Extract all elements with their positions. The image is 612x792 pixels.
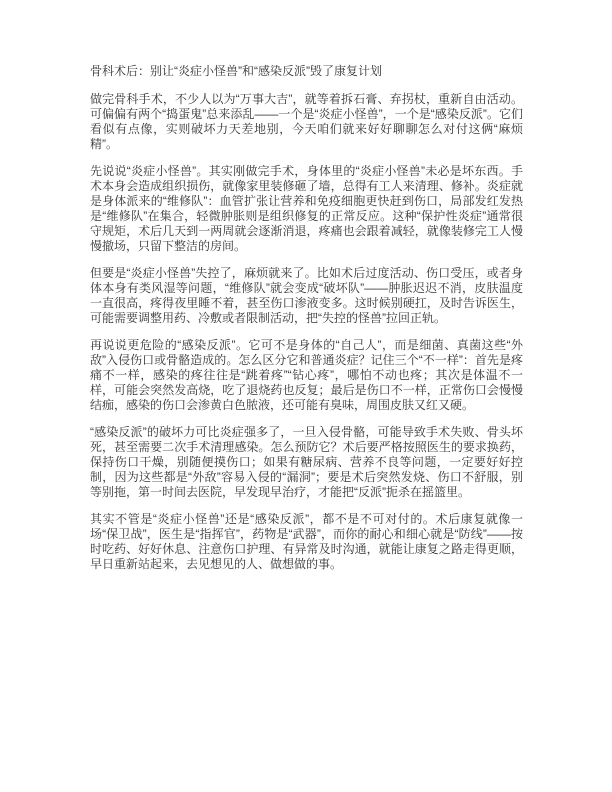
paragraph-intro: 做完骨科手术，不少人以为“万事大吉”，就等着拆石膏、弃拐杖，重新自由活动。可偏偏有两个“捣蛋鬼”总来添乱——一个是“炎症小怪兽”，一个是“感染反派”。它们看似有点像，实则破坏力天差地别，今天咱们就来好好聊聊怎么对付这俩“麻烦精”。 bbox=[90, 92, 523, 151]
paragraph-infection-differences: 再说说更危险的“感染反派”。它可不是身体的“自己人”，而是细菌、真菌这些“外敌”入侵伤口或骨骼造成的。怎么区分它和普通炎症？记住三个“不一样”：首先是疼痛不一样，感染的疼往往是“跳着疼”“钻心疼”，哪怕不动也疼；其次是体温不一样，可能会突然发高烧，吃了退烧药也反复；最后是伤口不一样，正常伤口会慢慢结痂，感染的伤口会渗黄白色脓液，还可能有臭味，周围皮肤又红又硬。 bbox=[90, 338, 523, 412]
paragraph-infection-prevention: “感染反派”的破坏力可比炎症强多了，一旦入侵骨骼，可能导致手术失败、骨头坏死，甚至需要二次手术清理感染。怎么预防它？术后要严格按照医生的要求换药，保持伤口干燥，别随便摸伤口；如果有糖尿病、营养不良等问题，一定要好好控制，因为这些都是“外敌”容易入侵的“漏洞”；要是术后突然发烧、伤口不舒服，别等别拖，第一时间去医院，早发现早治疗，才能把“反派”扼杀在摇篮里。 bbox=[90, 425, 523, 499]
document-title: 骨科术后：别让“炎症小怪兽”和“感染反派”毁了康复计划 bbox=[90, 64, 382, 78]
paragraph-inflammation-normal: 先说说“炎症小怪兽”。其实刚做完手术，身体里的“炎症小怪兽”未必是坏东西。手术本身会造成组织损伤，就像家里装修砸了墙，总得有工人来清理、修补。炎症就是身体派来的“维修队”：血管扩张让营养和免疫细胞更快赶到伤口，局部发红发热是“维修队”在集合，轻微肿胀则是组织修复的正常反应。这种“保护性炎症”通常很守规矩，术后几天到一两周就会逐渐消退，疼痛也会跟着减轻，就像装修完工人慢慢撤场，只留下整洁的房间。 bbox=[90, 164, 523, 253]
document-content bbox=[90, 64, 523, 572]
paragraph-inflammation-out-of-control: 但要是“炎症小怪兽”失控了，麻烦就来了。比如术后过度活动、伤口受压，或者身体本身有类风湿等问题，“维修队”就会变成“破坏队”——肿胀迟迟不消，皮肤温度一直很高，疼得夜里睡不着，甚至伤口渗液变多。这时候别硬扛，及时告诉医生，可能需要调整用药、冷敷或者限制活动，把“失控的怪兽”拉回正轨。 bbox=[90, 266, 523, 325]
paragraph-conclusion: 其实不管是“炎症小怪兽”还是“感染反派”，都不是不可对付的。术后康复就像一场“保卫战”，医生是“指挥官”，药物是“武器”，而你的耐心和细心就是“防线”——按时吃药、好好休息、注意伤口护理、有异常及时沟通，就能让康复之路走得更顺，早日重新站起来，去见想见的人、做想做的事。 bbox=[90, 512, 523, 571]
